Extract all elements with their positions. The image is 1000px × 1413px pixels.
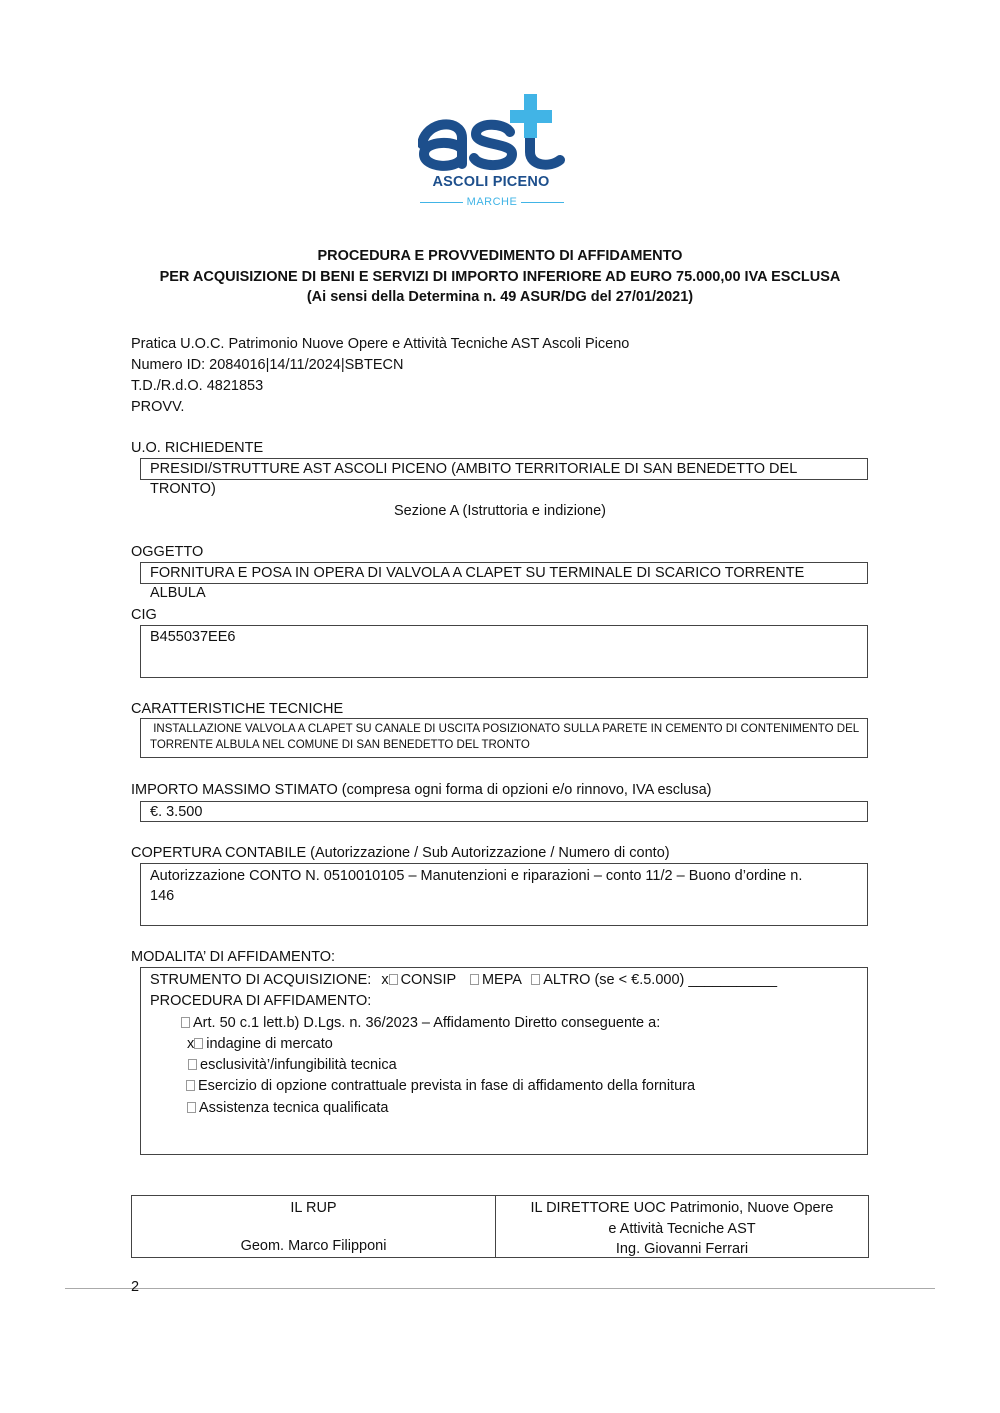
importo-value: €. 3.500 (150, 804, 203, 820)
cig-value: B455037EE6 (150, 629, 236, 645)
title-line-2: PER ACQUISIZIONE DI BENI E SERVIZI DI IMPORTO INFERIORE AD EURO 75.000,00 IVA ESCLUSA (159, 268, 841, 285)
procedura-label: PROCEDURA DI AFFIDAMENTO: (150, 993, 372, 1010)
oggetto-field (140, 562, 868, 601)
rup-title: IL RUP (290, 1200, 337, 1216)
indagine-checkbox-icon[interactable] (194, 1038, 203, 1049)
consip-label: CONSIP (400, 972, 456, 988)
esclusivita-label: esclusività’/infungibilità tecnica (200, 1057, 397, 1074)
importo-field (140, 801, 868, 822)
option-esercizio[interactable] (150, 1076, 858, 1097)
consip-checkbox-icon[interactable] (389, 974, 398, 985)
strumento-row (150, 970, 858, 991)
indagine-label: indagine di mercato (206, 1035, 333, 1052)
option-indagine[interactable] (150, 1034, 858, 1055)
title-line-1: PROCEDURA E PROVVEDIMENTO DI AFFIDAMENTO (317, 248, 683, 264)
numero-id-text: Numero ID: 2084016|14/11/2024|SBTECN (131, 357, 404, 373)
modalita-field (140, 967, 868, 1155)
strumento-label: STRUMENTO DI ACQUISIZIONE: (150, 972, 372, 988)
rup-name: Geom. Marco Filipponi (240, 1237, 387, 1254)
copertura-line-1: Autorizzazione CONTO N. 0510010105 – Manutenzioni e riparazioni – conto 11/2 – Buono d’ordine n. (150, 868, 803, 884)
footer-divider (65, 1288, 935, 1289)
cig-field (140, 625, 868, 678)
art-50-checkbox-icon[interactable] (181, 1017, 190, 1028)
altro-checkbox-icon[interactable] (531, 974, 540, 985)
caratteristiche-line-1: INSTALLAZIONE VALVOLA A CLAPET SU CANALE DI USCITA POSIZIONATO SULLA PARETE IN CEMENTO DI CONTENIMENTO DEL (150, 723, 860, 735)
option-mepa[interactable] (470, 972, 525, 988)
consip-mark: x (381, 972, 389, 988)
pratica-text: Pratica U.O.C. Patrimonio Nuove Opere e Attività Tecniche AST Ascoli Piceno (131, 336, 630, 352)
document-title (100, 246, 900, 308)
logo-name: ASCOLI PICENO (432, 174, 550, 190)
oggetto-label: OGGETTO (131, 544, 204, 560)
esclusivita-checkbox-icon[interactable] (188, 1059, 197, 1070)
option-altro[interactable] (531, 972, 777, 988)
assistenza-checkbox-icon[interactable] (187, 1102, 196, 1113)
td-rdo-text: T.D./R.d.O. 4821853 (131, 378, 264, 394)
section-a-heading: Sezione A (Istruttoria e indizione) (394, 503, 606, 519)
copertura-label: COPERTURA CONTABILE (Autorizzazione / Sub Autorizzazione / Numero di conto) (131, 845, 670, 861)
cig-label: CIG (131, 607, 157, 623)
copertura-line-2: 146 (150, 888, 175, 904)
logo-divider-right (521, 202, 564, 203)
importo-label: IMPORTO MASSIMO STIMATO (compresa ogni forma di opzioni e/o rinnovo, IVA esclusa) (131, 782, 712, 798)
option-assistenza[interactable] (150, 1098, 858, 1119)
copertura-field (140, 863, 868, 926)
rup-cell (132, 1196, 496, 1257)
logo-divider-left (420, 202, 463, 203)
direttore-name: Ing. Giovanni Ferrari (615, 1241, 749, 1257)
assistenza-label: Assistenza tecnica qualificata (199, 1099, 389, 1116)
title-line-3: (Ai sensi della Determina n. 49 ASUR/DG del 27/01/2021) (306, 289, 694, 305)
altro-label: ALTRO (se < €.5.000) ___________ (543, 972, 778, 988)
esercizio-label: Esercizio di opzione contrattuale prevista in fase di affidamento della fornitura (198, 1078, 696, 1095)
page-number: 2 (131, 1279, 140, 1295)
provv-text: PROVV. (131, 399, 185, 415)
option-consip[interactable] (381, 972, 460, 988)
logo-region-text: MARCHE (466, 196, 518, 208)
indagine-mark: x (187, 1035, 195, 1052)
uo-richiedente-label: U.O. RICHIEDENTE (131, 440, 264, 456)
caratteristiche-field (140, 718, 868, 758)
caratteristiche-label: CARATTERISTICHE TECNICHE (131, 701, 344, 717)
modalita-label: MODALITA’ DI AFFIDAMENTO: (131, 949, 336, 965)
direttore-cell (496, 1196, 868, 1257)
mepa-label: MEPA (481, 972, 522, 988)
mepa-checkbox-icon[interactable] (470, 974, 479, 985)
direttore-title-line-2: e Attività Tecniche AST (608, 1220, 756, 1237)
uo-richiedente-value: PRESIDI/STRUTTURE AST ASCOLI PICENO (AMBITO TERRITORIALE DI SAN BENEDETTO DEL TRONTO) (150, 461, 797, 497)
oggetto-value: FORNITURA E POSA IN OPERA DI VALVOLA A CLAPET SU TERMINALE DI SCARICO TORRENTE ALBULA (150, 565, 805, 601)
caratteristiche-line-2: TORRENTE ALBULA NEL COMUNE DI SAN BENEDETTO DEL TRONTO (150, 739, 530, 751)
esercizio-checkbox-icon[interactable] (186, 1080, 195, 1091)
direttore-title-line-1: IL DIRETTORE UOC Patrimonio, Nuove Opere (530, 1200, 834, 1216)
logo-region (420, 195, 564, 209)
uo-richiedente-field (140, 458, 868, 497)
option-esclusivita[interactable] (150, 1055, 858, 1076)
option-art-50[interactable] (150, 1013, 858, 1034)
art-50-label: Art. 50 c.1 lett.b) D.Lgs. n. 36/2023 – Affidamento Diretto conseguente a: (193, 1014, 661, 1031)
ast-logo-icon (418, 92, 568, 212)
signature-table (131, 1195, 869, 1258)
